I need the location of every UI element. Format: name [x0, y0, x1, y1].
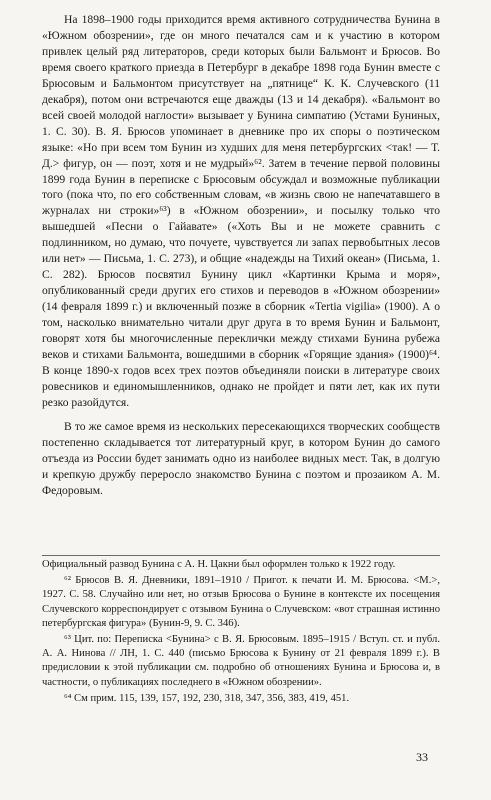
footnote-64: ⁶⁴ См прим. 115, 139, 157, 192, 230, 318, 347, 356, 383, 419, 451.: [64, 692, 350, 704]
paragraph-2: В то же самое время из нескольких пересекающихся творческих сообществ постепенно складывается тот литературный круг, в котором Бунин до самого отъезда из России будет занимать одно из наиболее видных мест. Так, в долгую и крепкую дружбу переросло знакомство Бунина с поэтом и прозаиком А. М. Федоровым.: [42, 419, 440, 497]
footnote-separator: [42, 555, 440, 556]
page-number: 33: [416, 750, 428, 764]
paragraph-1: На 1898–1900 годы приходится время активного сотрудничества Бунина в «Южном обозрении», где он много печатался сам и к участию в котором привлек целый ряд литераторов, среди которых были Бальмонт и Брюсов. Во время своего краткого приезда в Петербург в декабре 1898 года Бунин вместе с Брюсовым и Бальмонтом присутствует на „пятнице“ К. К. Случевского (11 декабря), потом они встречаются еще дважды (13 и 14 декабря). «Бальмонт во всей своей молодой наглости» вызывает у Бунина симпатию (Устами Буниных, 1. С. 30). В. Я. Брюсов упоминает в дневнике про их споры о поэтическом языке: «Но при всем том Бунин из худших для меня петербургских <так! — Т. Д.> фигур, он — поэт, хотя и не мудрый»⁶². Затем в течение первой половины 1899 года Бунин в переписке с Брюсовым обсуждал и возможные публикации того (пока что, по его собственным словам, «в жизнь свою не напечатавшего в журналах ни строки»⁶³) в «Южном обозрении», и посылку только что вышедшей «Песни о Гайавате» («Хоть Вы и не можете сравнить с подлинником, но думаю, что почуете, чувствуется ли запах первобытных лесов или нет» — Письма, 1. С. 273), и общие «надежды на Тихий океан» (Письма, 1. С. 282). Брюсов посвятил Бунину цикл «Картинки Крыма и моря», опубликованный среди других его стихов и переводов в «Южном обозрении» (14 февраля 1899 г.) и включенный позже в сборник «Tertia vigilia» (1900). А о том, насколько внимательно читали друг друга в то время Бунин и Бальмонт, говорят хотя бы многочисленные переклички между стихами Бунина рубежа веков и стихами Бальмонта, вошедшими в сборник «Горящие здания» (1900)⁶⁴. В конце 1890-х годов всех трех поэтов объединяли поиски в литературе своих ровесников и единомышленников, однако не пройдет и пяти лет, как их пути резко разойдутся.: [42, 13, 440, 409]
footnote-63: ⁶³ Цит. по: Переписка <Бунина> с В. Я. Брюсовым. 1895–1915 / Вступ. ст. и публ. А. А. Нинова // ЛН, 1. С. 440 (письмо Брюсова к Бунину от 21 февраля 1899 г.). В предисловии к этой публикации см. подробно об отношениях Бунина и Брюсова и, в частности, о публикациях последнего в «Южном обозрении».: [42, 634, 440, 688]
main-text: [42, 12, 440, 499]
footnotes: [42, 558, 440, 706]
footnote-62: ⁶² Брюсов В. Я. Дневники, 1891–1910 / Пригот. к печати И. М. Брюсова. <М.>, 1927. С. 58. Случайно или нет, но отзыв Брюсова о Бунине в контексте их посещения Случевского корреспондирует с отзывом Бунина о Случевском: «вот страшная истинно петербургская фигура» (Бунин-9, 9. С. 346).: [42, 575, 440, 629]
footnote-carryover: Официальный развод Бунина с А. Н. Цакни был оформлен только к 1922 году.: [42, 559, 396, 570]
